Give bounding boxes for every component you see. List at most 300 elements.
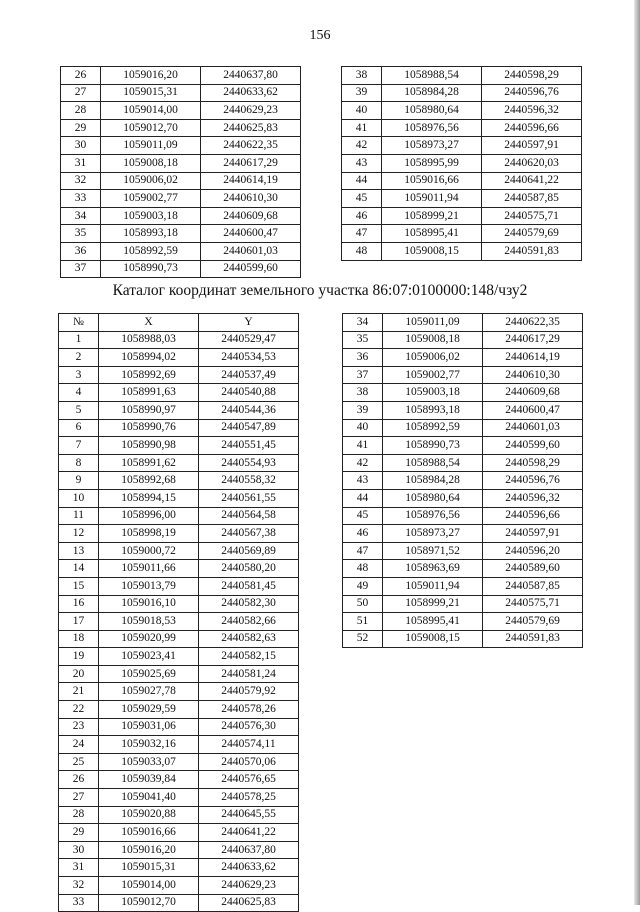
header-y: Y	[199, 314, 299, 332]
point-number: 36	[343, 349, 383, 367]
table-header-row	[59, 314, 299, 332]
point-number: 39	[342, 84, 382, 102]
table-row	[59, 577, 299, 595]
coord-x: 1058990,73	[383, 437, 483, 455]
coord-x: 1058988,54	[383, 454, 483, 472]
coord-x: 1059014,00	[99, 877, 199, 895]
point-number: 43	[342, 154, 382, 172]
coord-y: 2440558,32	[199, 472, 299, 490]
coord-x: 1058980,64	[382, 102, 482, 120]
point-number: 2	[59, 349, 99, 367]
table-row	[59, 525, 299, 543]
coord-y: 2440601,03	[483, 419, 583, 437]
coord-x: 1059020,99	[99, 630, 199, 648]
point-number: 44	[343, 489, 383, 507]
point-number: 31	[59, 859, 99, 877]
coord-x: 1059016,66	[99, 824, 199, 842]
table-row	[61, 137, 301, 155]
point-number: 27	[61, 84, 101, 102]
coord-x: 1058980,64	[383, 489, 483, 507]
coord-x: 1058995,99	[382, 154, 482, 172]
table-row	[343, 507, 583, 525]
coord-y: 2440629,23	[199, 877, 299, 895]
table-row	[59, 806, 299, 824]
table-row	[343, 314, 583, 332]
table-row	[59, 648, 299, 666]
table-row	[61, 190, 301, 208]
coord-x: 1058992,68	[99, 472, 199, 490]
coord-x: 1059013,79	[99, 577, 199, 595]
table-row	[343, 542, 583, 560]
coord-x: 1058993,18	[101, 225, 201, 243]
point-number: 6	[59, 419, 99, 437]
coord-y: 2440576,65	[199, 771, 299, 789]
coord-y: 2440569,89	[199, 542, 299, 560]
coord-y: 2440596,32	[482, 102, 582, 120]
coord-x: 1058990,76	[99, 419, 199, 437]
coord-x: 1059016,10	[99, 595, 199, 613]
coord-x: 1058963,69	[383, 560, 483, 578]
coord-y: 2440540,88	[199, 384, 299, 402]
coord-y: 2440614,19	[483, 349, 583, 367]
table-row	[61, 172, 301, 190]
coord-x: 1058990,98	[99, 437, 199, 455]
coord-x: 1058973,27	[382, 137, 482, 155]
point-number: 46	[342, 207, 382, 225]
coord-x: 1059016,20	[101, 67, 201, 85]
point-number: 37	[61, 260, 101, 278]
coord-x: 1059014,00	[101, 102, 201, 120]
point-number: 45	[342, 190, 382, 208]
table-row	[342, 154, 582, 172]
coord-x: 1059023,41	[99, 648, 199, 666]
coord-x: 1059006,02	[383, 349, 483, 367]
coord-y: 2440598,29	[483, 454, 583, 472]
coord-x: 1059006,02	[101, 172, 201, 190]
coord-y: 2440596,66	[482, 119, 582, 137]
point-number: 30	[59, 841, 99, 859]
point-number: 42	[342, 137, 382, 155]
coord-y: 2440597,91	[482, 137, 582, 155]
point-number: 43	[343, 472, 383, 490]
table-row	[59, 507, 299, 525]
table-row	[59, 542, 299, 560]
table-row	[343, 613, 583, 631]
table-row	[343, 577, 583, 595]
coord-y: 2440578,25	[199, 789, 299, 807]
table-row	[343, 401, 583, 419]
coord-y: 2440579,69	[483, 613, 583, 631]
table-row	[342, 137, 582, 155]
point-number: 47	[343, 542, 383, 560]
coord-x: 1058976,56	[382, 119, 482, 137]
coord-y: 2440547,89	[199, 419, 299, 437]
coord-x: 1058971,52	[383, 542, 483, 560]
coord-x: 1059002,77	[101, 190, 201, 208]
point-number: 34	[343, 314, 383, 332]
point-number: 12	[59, 525, 99, 543]
coord-x: 1059003,18	[101, 207, 201, 225]
table-row	[59, 349, 299, 367]
point-number: 14	[59, 560, 99, 578]
coord-x: 1058994,15	[99, 489, 199, 507]
coord-y: 2440544,36	[199, 401, 299, 419]
coord-x: 1058991,63	[99, 384, 199, 402]
table-row	[343, 331, 583, 349]
table-row	[59, 489, 299, 507]
coord-x: 1058999,21	[383, 595, 483, 613]
point-number: 21	[59, 683, 99, 701]
coord-y: 2440561,55	[199, 489, 299, 507]
table-row	[343, 489, 583, 507]
coord-x: 1058973,27	[383, 525, 483, 543]
coord-x: 1059008,18	[383, 331, 483, 349]
coord-y: 2440599,60	[483, 437, 583, 455]
point-number: 32	[61, 172, 101, 190]
table-row	[59, 630, 299, 648]
table-row	[61, 242, 301, 260]
point-number: 4	[59, 384, 99, 402]
coord-y: 2440609,68	[483, 384, 583, 402]
coord-x: 1059032,16	[99, 736, 199, 754]
coord-x: 1058995,41	[383, 613, 483, 631]
coord-x: 1059011,66	[99, 560, 199, 578]
coord-y: 2440601,03	[201, 242, 301, 260]
header-x: X	[99, 314, 199, 332]
point-number: 30	[61, 137, 101, 155]
point-number: 19	[59, 648, 99, 666]
coord-y: 2440633,62	[199, 859, 299, 877]
coord-x: 1058992,59	[101, 242, 201, 260]
coord-y: 2440581,24	[199, 665, 299, 683]
table-row	[343, 560, 583, 578]
coord-y: 2440534,53	[199, 349, 299, 367]
table-row	[342, 207, 582, 225]
coord-y: 2440622,35	[483, 314, 583, 332]
point-number: 1	[59, 331, 99, 349]
point-number: 16	[59, 595, 99, 613]
point-number: 33	[61, 190, 101, 208]
table-row	[59, 824, 299, 842]
coord-x: 1058988,03	[99, 331, 199, 349]
point-number: 47	[342, 225, 382, 243]
point-number: 39	[343, 401, 383, 419]
coord-y: 2440574,11	[199, 736, 299, 754]
table-row	[342, 84, 582, 102]
coord-x: 1059015,31	[101, 84, 201, 102]
coord-x: 1059000,72	[99, 542, 199, 560]
coord-y: 2440591,83	[482, 242, 582, 260]
point-number: 9	[59, 472, 99, 490]
coord-y: 2440596,32	[483, 489, 583, 507]
coord-x: 1059008,18	[101, 154, 201, 172]
table-row	[343, 384, 583, 402]
point-number: 29	[59, 824, 99, 842]
coord-x: 1059016,20	[99, 841, 199, 859]
point-number: 42	[343, 454, 383, 472]
table-row	[342, 242, 582, 260]
point-number: 44	[342, 172, 382, 190]
table-row	[59, 665, 299, 683]
coord-y: 2440576,30	[199, 718, 299, 736]
coord-x: 1059018,53	[99, 613, 199, 631]
coord-y: 2440641,22	[482, 172, 582, 190]
point-number: 34	[61, 207, 101, 225]
point-number: 26	[61, 67, 101, 85]
coord-x: 1059011,09	[383, 314, 483, 332]
coord-y: 2440614,19	[201, 172, 301, 190]
page-number: 156	[309, 28, 331, 43]
point-number: 35	[343, 331, 383, 349]
coord-y: 2440570,06	[199, 753, 299, 771]
coord-x: 1058984,28	[383, 472, 483, 490]
table-row	[59, 894, 299, 912]
point-number: 5	[59, 401, 99, 419]
point-number: 11	[59, 507, 99, 525]
coord-y: 2440537,49	[199, 366, 299, 384]
point-number: 50	[343, 595, 383, 613]
coord-y: 2440622,35	[201, 137, 301, 155]
point-number: 24	[59, 736, 99, 754]
point-number: 29	[61, 119, 101, 137]
table-row	[59, 560, 299, 578]
table-row	[59, 384, 299, 402]
table-row	[343, 630, 583, 648]
catalog-heading: Каталог координат земельного участка 86:07:0100000:148/чзу2	[112, 282, 528, 299]
coord-y: 2440625,83	[201, 119, 301, 137]
point-number: 10	[59, 489, 99, 507]
point-number: 8	[59, 454, 99, 472]
table-row	[343, 366, 583, 384]
coord-x: 1058995,41	[382, 225, 482, 243]
coord-y: 2440620,03	[482, 154, 582, 172]
coord-y: 2440582,30	[199, 595, 299, 613]
table-row	[342, 172, 582, 190]
coord-x: 1059031,06	[99, 718, 199, 736]
point-number: 22	[59, 701, 99, 719]
coord-y: 2440551,45	[199, 437, 299, 455]
point-number: 3	[59, 366, 99, 384]
coord-x: 1059012,70	[99, 894, 199, 912]
coord-x: 1059012,70	[101, 119, 201, 137]
coord-y: 2440617,29	[483, 331, 583, 349]
table-row	[59, 401, 299, 419]
coord-y: 2440610,30	[483, 366, 583, 384]
table-row	[61, 119, 301, 137]
table-row	[59, 753, 299, 771]
point-number: 28	[59, 806, 99, 824]
point-number: 31	[61, 154, 101, 172]
point-number: 33	[59, 894, 99, 912]
coord-y: 2440579,69	[482, 225, 582, 243]
coord-x: 1058976,56	[383, 507, 483, 525]
coord-x: 1058993,18	[383, 401, 483, 419]
coord-y: 2440591,83	[483, 630, 583, 648]
table-row	[59, 366, 299, 384]
point-number: 13	[59, 542, 99, 560]
table-row	[59, 419, 299, 437]
point-number: 46	[343, 525, 383, 543]
table-row	[61, 260, 301, 278]
point-number: 20	[59, 665, 99, 683]
point-number: 45	[343, 507, 383, 525]
coordinates-table-continued-right	[341, 66, 582, 261]
coord-y: 2440600,47	[483, 401, 583, 419]
table-row	[61, 154, 301, 172]
point-number: 40	[343, 419, 383, 437]
table-row	[61, 84, 301, 102]
coord-y: 2440554,93	[199, 454, 299, 472]
coordinates-table-main-right	[342, 313, 583, 648]
coord-y: 2440582,66	[199, 613, 299, 631]
coord-y: 2440582,15	[199, 648, 299, 666]
point-number: 41	[342, 119, 382, 137]
coord-x: 1059027,78	[99, 683, 199, 701]
coord-x: 1058990,97	[99, 401, 199, 419]
table-row	[61, 102, 301, 120]
coord-y: 2440600,47	[201, 225, 301, 243]
coordinates-table-main-left	[58, 313, 299, 912]
table-row	[342, 67, 582, 85]
table-row	[343, 472, 583, 490]
coord-y: 2440596,20	[483, 542, 583, 560]
point-number: 38	[343, 384, 383, 402]
coord-y: 2440564,58	[199, 507, 299, 525]
coord-x: 1058996,00	[99, 507, 199, 525]
coord-y: 2440598,29	[482, 67, 582, 85]
coord-y: 2440587,85	[483, 577, 583, 595]
table-row	[343, 437, 583, 455]
table-row	[343, 525, 583, 543]
coord-y: 2440596,76	[482, 84, 582, 102]
coord-y: 2440575,71	[483, 595, 583, 613]
coord-y: 2440567,38	[199, 525, 299, 543]
coord-y: 2440582,63	[199, 630, 299, 648]
coord-x: 1058991,62	[99, 454, 199, 472]
coord-y: 2440575,71	[482, 207, 582, 225]
coord-y: 2440610,30	[201, 190, 301, 208]
table-row	[59, 736, 299, 754]
table-row	[59, 331, 299, 349]
table-row	[61, 67, 301, 85]
coordinates-table-continued-left	[60, 66, 301, 278]
coord-x: 1059011,09	[101, 137, 201, 155]
table-row	[343, 419, 583, 437]
point-number: 18	[59, 630, 99, 648]
coord-x: 1059008,15	[382, 242, 482, 260]
table-row	[59, 683, 299, 701]
point-number: 48	[342, 242, 382, 260]
point-number: 27	[59, 789, 99, 807]
point-number: 15	[59, 577, 99, 595]
table-row	[61, 207, 301, 225]
table-row	[343, 454, 583, 472]
point-number: 41	[343, 437, 383, 455]
coord-y: 2440596,66	[483, 507, 583, 525]
coord-x: 1059020,88	[99, 806, 199, 824]
coord-y: 2440617,29	[201, 154, 301, 172]
point-number: 26	[59, 771, 99, 789]
coord-y: 2440633,62	[201, 84, 301, 102]
coord-y: 2440587,85	[482, 190, 582, 208]
table-row	[343, 595, 583, 613]
coord-y: 2440589,60	[483, 560, 583, 578]
table-row	[342, 119, 582, 137]
table-row	[59, 595, 299, 613]
coord-y: 2440529,47	[199, 331, 299, 349]
table-row	[59, 718, 299, 736]
coord-x: 1058984,28	[382, 84, 482, 102]
coord-y: 2440645,55	[199, 806, 299, 824]
coord-y: 2440637,80	[199, 841, 299, 859]
point-number: 37	[343, 366, 383, 384]
point-number: 7	[59, 437, 99, 455]
coord-x: 1059015,31	[99, 859, 199, 877]
table-row	[342, 102, 582, 120]
point-number: 25	[59, 753, 99, 771]
coord-x: 1059003,18	[383, 384, 483, 402]
table-row	[59, 789, 299, 807]
coord-x: 1059011,94	[383, 577, 483, 595]
point-number: 23	[59, 718, 99, 736]
table-row	[59, 841, 299, 859]
coord-x: 1059025,69	[99, 665, 199, 683]
coord-x: 1058992,59	[383, 419, 483, 437]
table-row	[59, 859, 299, 877]
coord-y: 2440625,83	[199, 894, 299, 912]
table-row	[59, 472, 299, 490]
point-number: 32	[59, 877, 99, 895]
point-number: 52	[343, 630, 383, 648]
coord-y: 2440579,92	[199, 683, 299, 701]
point-number: 35	[61, 225, 101, 243]
coord-y: 2440609,68	[201, 207, 301, 225]
table-row	[59, 613, 299, 631]
coord-x: 1058998,19	[99, 525, 199, 543]
table-row	[59, 701, 299, 719]
coord-y: 2440629,23	[201, 102, 301, 120]
coord-x: 1059002,77	[383, 366, 483, 384]
coord-y: 2440578,26	[199, 701, 299, 719]
table-row	[342, 190, 582, 208]
table-row	[342, 225, 582, 243]
point-number: 36	[61, 242, 101, 260]
coord-x: 1058999,21	[382, 207, 482, 225]
table-row	[59, 771, 299, 789]
coord-x: 1058988,54	[382, 67, 482, 85]
coord-y: 2440580,20	[199, 560, 299, 578]
coord-x: 1058994,02	[99, 349, 199, 367]
coord-x: 1058990,73	[101, 260, 201, 278]
coord-y: 2440599,60	[201, 260, 301, 278]
table-row	[59, 454, 299, 472]
coord-x: 1059029,59	[99, 701, 199, 719]
point-number: 48	[343, 560, 383, 578]
coord-y: 2440637,80	[201, 67, 301, 85]
point-number: 51	[343, 613, 383, 631]
coord-x: 1059041,40	[99, 789, 199, 807]
point-number: 38	[342, 67, 382, 85]
coord-y: 2440581,45	[199, 577, 299, 595]
coord-x: 1059016,66	[382, 172, 482, 190]
coord-y: 2440597,91	[483, 525, 583, 543]
coord-x: 1059039,84	[99, 771, 199, 789]
header-number: №	[59, 314, 99, 332]
table-row	[59, 877, 299, 895]
point-number: 49	[343, 577, 383, 595]
point-number: 17	[59, 613, 99, 631]
table-row	[343, 349, 583, 367]
